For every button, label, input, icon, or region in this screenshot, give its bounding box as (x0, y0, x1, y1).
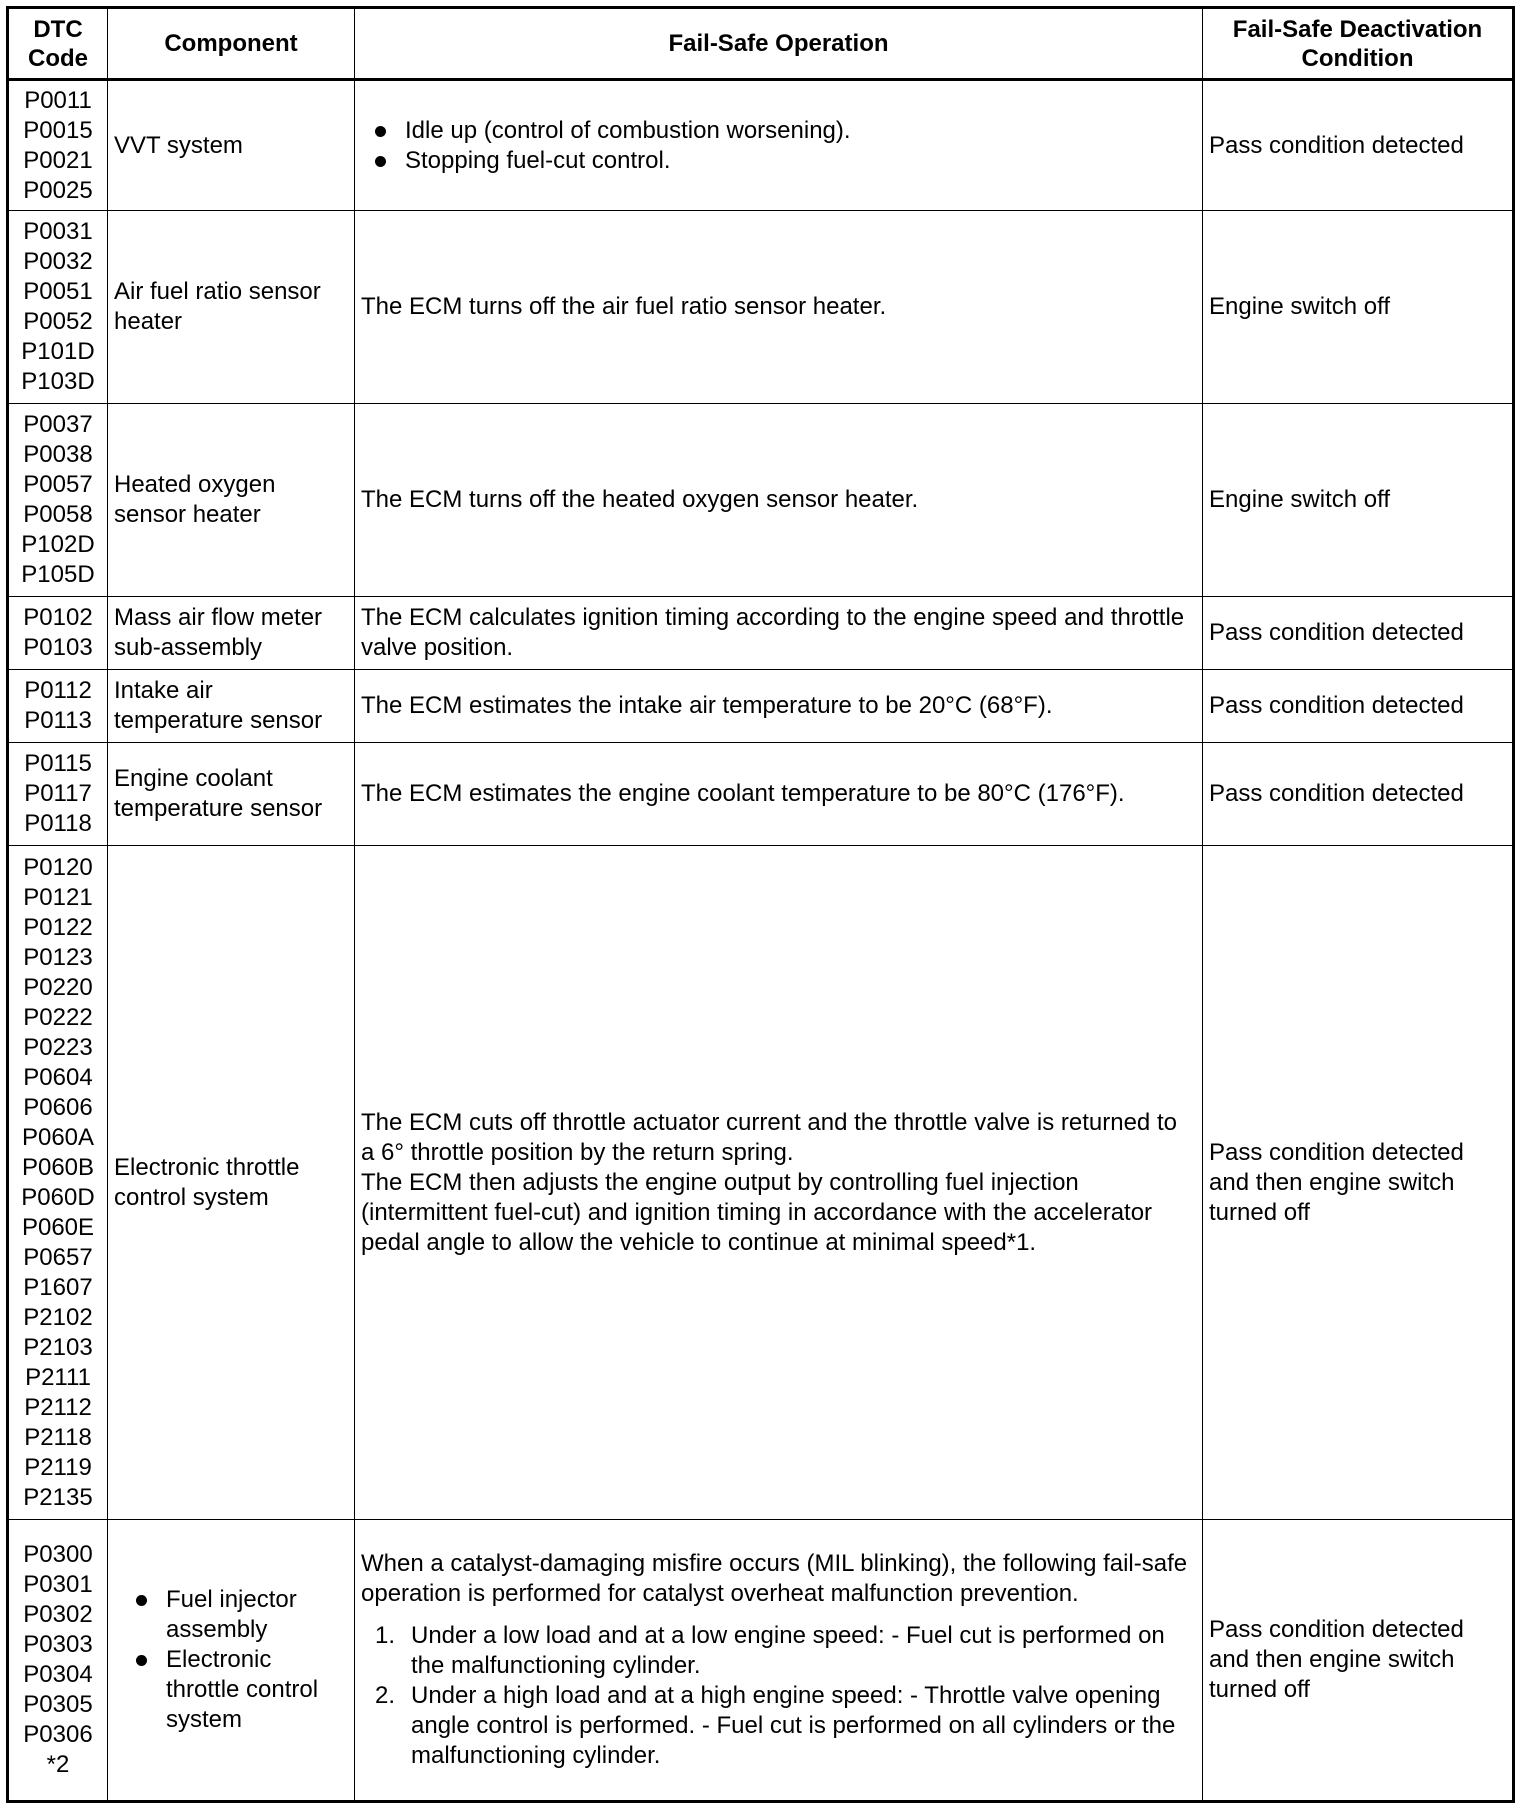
component-cell: Engine coolant temperature sensor (108, 743, 355, 846)
component-cell: Air fuel ratio sensor heater (108, 211, 355, 404)
operation-cell: The ECM turns off the heated oxygen sensor heater. (355, 404, 1203, 597)
operation-cell (355, 1520, 1203, 1802)
header-component: Component (108, 8, 355, 80)
deactivation-cell: Engine switch off (1203, 404, 1514, 597)
list-item: Idle up (control of combustion worsening). (361, 116, 1196, 146)
table-row (8, 846, 1514, 1520)
operation-paragraph: The ECM then adjusts the engine output by controlling fuel injection (intermittent fuel-cut) and ignition timing in accordance with the accelerator pedal angle to allow the vehicle to continue at minimal speed*1. (361, 1168, 1153, 1256)
component-cell: VVT system (108, 80, 355, 211)
table-row (8, 211, 1514, 404)
dtc-codes-cell: P0120 P0121 P0122 P0123 P0220 P0222 P0223 P0604 P0606 P060A P060B P060D P060E P0657 P1607 P2102 P2103 P2111 P2112 P2118 P2119 P2135 (8, 846, 108, 1520)
list-item: Fuel injector assembly (114, 1585, 348, 1645)
table-row (8, 597, 1514, 670)
dtc-codes-cell: P0300 P0301 P0302 P0303 P0304 P0305 P0306 *2 (8, 1520, 108, 1802)
dtc-codes-cell: P0115 P0117 P0118 (8, 743, 108, 846)
operation-cell: The ECM calculates ignition timing according to the engine speed and throttle valve position. (355, 597, 1203, 670)
component-cell: Electronic throttle control system (108, 846, 355, 1520)
operation-cell (355, 80, 1203, 211)
list-item (361, 1681, 1196, 1771)
operation-bullet-list (361, 116, 1196, 176)
operation-intro: When a catalyst-damaging misfire occurs (MIL blinking), the following fail-safe operation is performed for catalyst overheat malfunction prevention. (361, 1550, 1188, 1607)
dtc-codes-cell: P0011 P0015 P0021 P0025 (8, 80, 108, 211)
table-row (8, 404, 1514, 597)
header-deactivation-condition: Fail-Safe Deactivation Condition (1203, 8, 1514, 80)
table-row (8, 1520, 1514, 1802)
deactivation-cell: Pass condition detected (1203, 80, 1514, 211)
step-number: 2. (375, 1682, 396, 1709)
header-fail-safe-operation: Fail-Safe Operation (355, 8, 1203, 80)
component-cell: Intake air temperature sensor (108, 670, 355, 743)
operation-cell: The ECM estimates the intake air temperature to be 20°C (68°F). (355, 670, 1203, 743)
operation-cell (355, 846, 1203, 1520)
dtc-codes-cell: P0102 P0103 (8, 597, 108, 670)
dtc-codes-cell: P0037 P0038 P0057 P0058 P102D P105D (8, 404, 108, 597)
step-number: 1. (375, 1622, 396, 1649)
deactivation-cell: Pass condition detected (1203, 597, 1514, 670)
header-row (8, 8, 1514, 80)
fail-safe-table (6, 6, 1515, 1803)
component-cell (108, 1520, 355, 1802)
deactivation-cell: Engine switch off (1203, 211, 1514, 404)
component-cell: Mass air flow meter sub-assembly (108, 597, 355, 670)
header-dtc-code: DTC Code (8, 8, 108, 80)
dtc-codes-cell: P0031 P0032 P0051 P0052 P101D P103D (8, 211, 108, 404)
table-row (8, 743, 1514, 846)
list-item: Stopping fuel-cut control. (361, 146, 1196, 176)
deactivation-cell: Pass condition detected and then engine switch turned off (1203, 846, 1514, 1520)
deactivation-cell: Pass condition detected (1203, 743, 1514, 846)
component-bullet-list (114, 1585, 348, 1735)
operation-paragraph: The ECM cuts off throttle actuator current and the throttle valve is returned to a 6° throttle position by the return spring. (361, 1108, 1177, 1166)
step-text: Under a high load and at a high engine speed: - Throttle valve opening angle control is performed. - Fuel cut is performed on all cylinders or the malfunctioning cylinder. (411, 1682, 1176, 1769)
operation-cell: The ECM turns off the air fuel ratio sensor heater. (355, 211, 1203, 404)
step-text: Under a low load and at a low engine speed: - Fuel cut is performed on the malfunctioning cylinder. (411, 1622, 1165, 1679)
dtc-codes-cell: P0112 P0113 (8, 670, 108, 743)
deactivation-cell: Pass condition detected and then engine switch turned off (1203, 1520, 1514, 1802)
table-row (8, 80, 1514, 211)
component-cell: Heated oxygen sensor heater (108, 404, 355, 597)
deactivation-cell: Pass condition detected (1203, 670, 1514, 743)
operation-steps (361, 1621, 1196, 1771)
operation-cell: The ECM estimates the engine coolant temperature to be 80°C (176°F). (355, 743, 1203, 846)
table-row (8, 670, 1514, 743)
list-item: Electronic throttle control system (114, 1645, 348, 1735)
list-item (361, 1621, 1196, 1681)
